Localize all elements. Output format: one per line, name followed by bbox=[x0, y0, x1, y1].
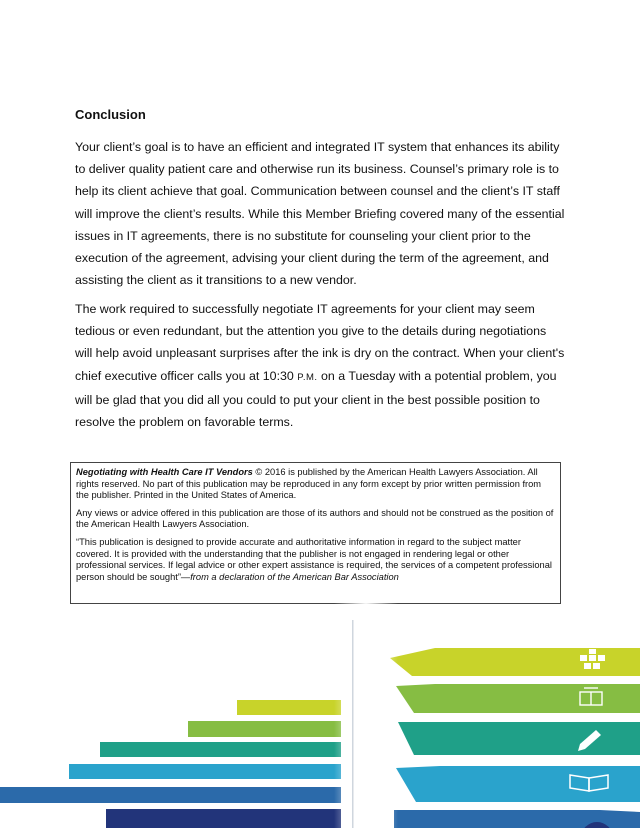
conclusion-paragraph-1: Your client’s goal is to have an efficient and integrated IT system that enhances its ability to deliver quality patient care and otherwise run its business. Counsel’s primary role is to help its client achieve that goal. Communication between counsel and the client’s IT staff will improve the client’s results. While this Member Briefing covered many of the essential issues in IT agreements, there is no substitute for counseling your client prior to the execution of the agreement, advising your client during the term of the agreement, and assisting the client as it transitions to a new vendor. bbox=[75, 140, 565, 288]
lime-bar bbox=[237, 700, 341, 715]
lime-band bbox=[390, 648, 640, 676]
aba-declaration bbox=[76, 537, 555, 583]
conclusion-paragraph-2 bbox=[75, 298, 565, 433]
light-column bbox=[334, 600, 398, 828]
cyan-band bbox=[396, 766, 640, 802]
declaration-quote: “This publication is designed to provide accurate and authoritative information in regard to the subject matter covered. It is provided with the understanding that the publisher is not engaged in rendering legal or other professional services. If legal advice or other expert assistance is required, the services of a competent professional person should be sought” bbox=[76, 536, 552, 582]
teal-band bbox=[398, 722, 640, 755]
green-band bbox=[396, 684, 640, 713]
copyright-notice-box bbox=[70, 462, 561, 604]
declaration-source: —from a declaration of the American Bar Association bbox=[180, 571, 399, 582]
time-suffix: P.M. bbox=[297, 371, 318, 383]
copyright-text: © 2016 is published by the American Health Lawyers Association. All rights reserved. No part of this publication may be reproduced in any form except by prior written permission from the publisher. Printed in the United States of America. bbox=[76, 467, 542, 501]
decorative-stripes-graphic bbox=[0, 600, 640, 828]
teal-bar bbox=[100, 742, 341, 757]
cyan-bar bbox=[69, 764, 341, 779]
copyright-paragraph bbox=[76, 467, 555, 502]
publication-title: Negotiating with Health Care IT Vendors bbox=[76, 467, 253, 477]
blue-bar bbox=[0, 787, 341, 803]
divider-line bbox=[352, 620, 354, 828]
paragraph-2-text-end: on a Tuesday with a potential problem, you will be glad that you did all you could to put your client in the best possible position to resolve the problem on favorable terms. bbox=[75, 368, 557, 430]
paragraph-2-text-start: The work required to successfully negotiate IT agreements for your client may seem tedious or even redundant, but the attention you give to the details during negotiations will help avoid unpleasant surprises after the ink is dry on the contract. When your client's chief executive officer calls you at 10:30 bbox=[75, 302, 565, 383]
views-disclaimer: Any views or advice offered in this publication are those of its authors and should not be construed as the position of the American Health Lawyers Association. bbox=[76, 507, 554, 530]
green-bar bbox=[188, 721, 341, 737]
navy-bar bbox=[106, 809, 341, 828]
conclusion-heading: Conclusion bbox=[75, 107, 146, 122]
